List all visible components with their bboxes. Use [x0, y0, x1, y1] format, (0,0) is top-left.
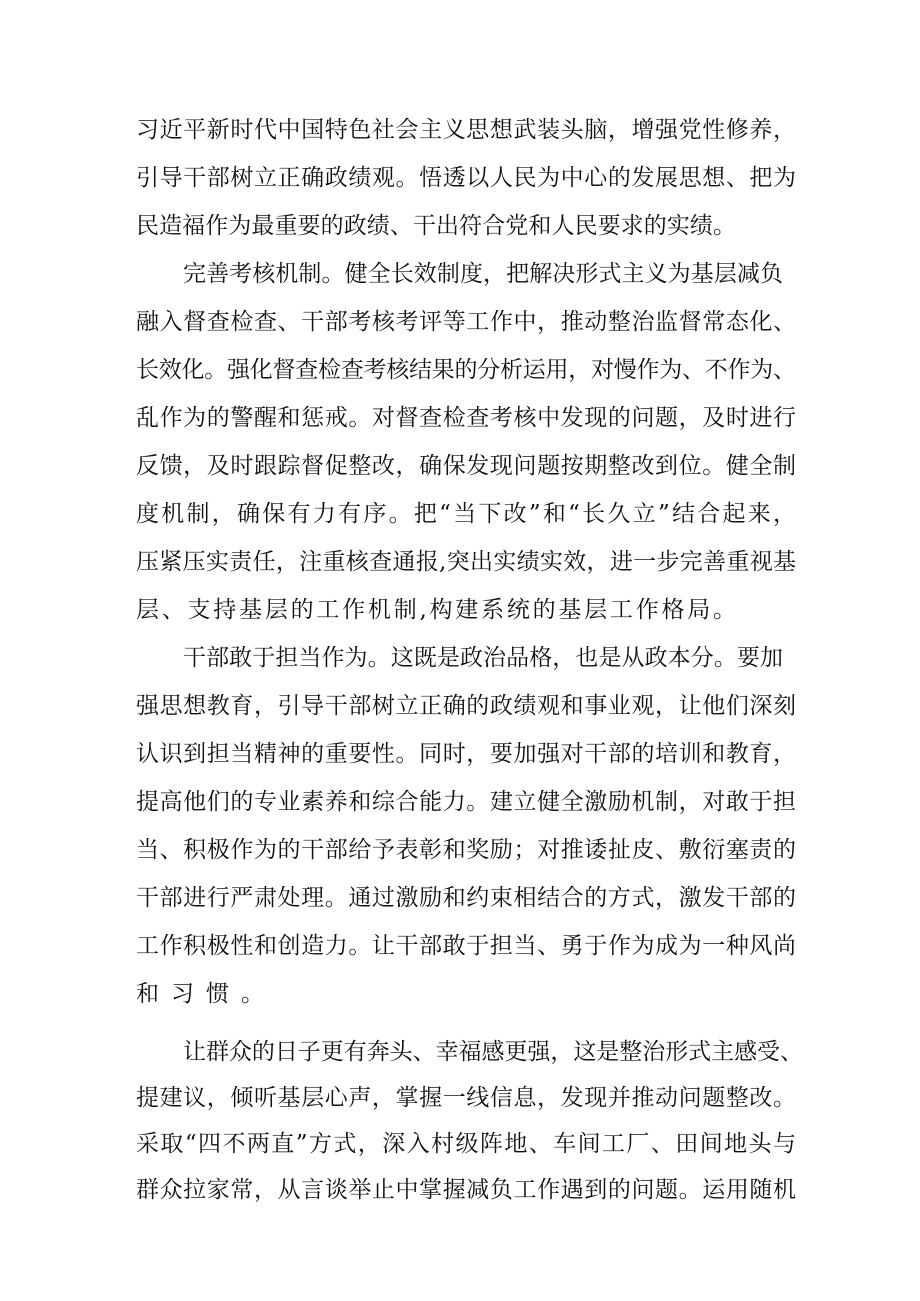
text-line: 工作积极性和创造力。让干部敢于担当、勇于作为成为一种风尚	[136, 933, 797, 959]
text-line: 民造福作为最重要的政绩、干出符合党和人民要求的实绩。	[136, 213, 737, 239]
text-line: 当、积极作为的干部给予表彰和奖励；对推诿扯皮、敷衍塞责的	[136, 837, 797, 863]
text-line: 和习惯。	[136, 981, 276, 1007]
text-line: 群众拉家常，从言谈举止中掌握减负工作遇到的问题。运用随机	[136, 1177, 797, 1203]
text-line: 习近平新时代中国特色社会主义思想武装头脑，增强党性修养，	[136, 117, 797, 143]
text-line: 认识到担当精神的重要性。同时，要加强对干部的培训和教育，	[136, 741, 797, 767]
text-line: 长效化。强化督查检查考核结果的分析运用，对慢作为、不作为、	[136, 357, 796, 383]
text-line: 乱作为的警醒和惩戒。对督查检查考核中发现的问题，及时进行	[136, 405, 797, 431]
text-line: 引导干部树立正确政绩观。悟透以人民为中心的发展思想、把为	[136, 165, 797, 191]
text-line: 反馈，及时跟踪督促整改，确保发现问题按期整改到位。健全制	[136, 453, 797, 479]
text-line: 完善考核机制。健全长效制度，把解决形式主义为基层减负	[183, 261, 784, 287]
text-line: 度机制，确保有力有序。把“当下改”和“长久立”结合起来，	[136, 501, 799, 527]
text-line: 层、支持基层的工作机制,构建系统的基层工作格局。	[136, 597, 739, 623]
text-line: 干部敢于担当作为。这既是政治品格，也是从政本分。要加	[183, 645, 784, 671]
text-line: 让群众的日子更有奔头、幸福感更强，这是整治形式主感受、	[183, 1039, 803, 1065]
text-line: 提高他们的专业素养和综合能力。建立健全激励机制，对敢于担	[136, 789, 797, 815]
text-line: 压紧压实责任，注重核查通报,突出实绩实效，进一步完善重视基	[136, 549, 797, 575]
text-line: 采取“四不两直”方式，深入村级阵地、车间工厂、田间地头与	[136, 1131, 798, 1157]
text-line: 融入督查检查、干部考核考评等工作中，推动整治监督常态化、	[136, 309, 797, 335]
text-line: 干部进行严肃处理。通过激励和约束相结合的方式，激发干部的	[136, 885, 797, 911]
text-line: 提建议，倾听基层心声，掌握一线信息，发现并推动问题整改。	[136, 1085, 797, 1111]
text-line: 强思想教育，引导干部树立正确的政绩观和事业观，让他们深刻	[136, 693, 797, 719]
